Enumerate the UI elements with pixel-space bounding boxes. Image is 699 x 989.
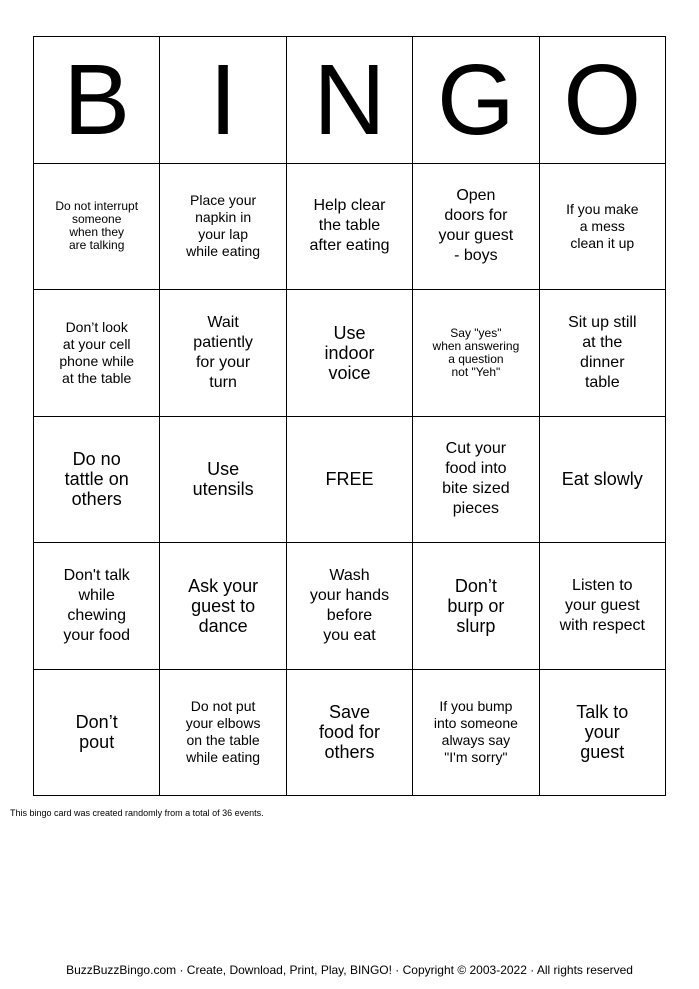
header-letter-i: I xyxy=(160,37,286,164)
bingo-cell: Cut your food into bite sized pieces xyxy=(413,417,539,544)
bingo-cell: Say "yes" when answering a question not "Yeh" xyxy=(413,290,539,417)
bingo-cell: Wash your hands before you eat xyxy=(287,543,413,670)
bingo-cell: Do no tattle on others xyxy=(34,417,160,544)
bingo-cell: Use indoor voice xyxy=(287,290,413,417)
bingo-cell: Use utensils xyxy=(160,417,286,544)
header-letter-b: B xyxy=(34,37,160,164)
bingo-cell: Save food for others xyxy=(287,670,413,797)
bingo-cell: Do not put your elbows on the table while eating xyxy=(160,670,286,797)
bingo-cell: If you bump into someone always say "I'm sorry" xyxy=(413,670,539,797)
header-letter-n: N xyxy=(287,37,413,164)
card-note: This bingo card was created randomly from a total of 36 events. xyxy=(10,808,264,818)
bingo-cell: If you make a mess clean it up xyxy=(540,164,666,291)
bingo-cell: Ask your guest to dance xyxy=(160,543,286,670)
bingo-cell: Do not interrupt someone when they are talking xyxy=(34,164,160,291)
bingo-cell: Don’t burp or slurp xyxy=(413,543,539,670)
free-space: FREE xyxy=(287,417,413,544)
bingo-cell: Don't talk while chewing your food xyxy=(34,543,160,670)
bingo-cell: Talk to your guest xyxy=(540,670,666,797)
header-letter-o: O xyxy=(540,37,666,164)
bingo-cell: Place your napkin in your lap while eating xyxy=(160,164,286,291)
bingo-cell: Open doors for your guest - boys xyxy=(413,164,539,291)
bingo-cell: Eat slowly xyxy=(540,417,666,544)
bingo-cell: Don’t look at your cell phone while at the table xyxy=(34,290,160,417)
header-letter-g: G xyxy=(413,37,539,164)
bingo-cell: Help clear the table after eating xyxy=(287,164,413,291)
bingo-cell: Sit up still at the dinner table xyxy=(540,290,666,417)
bingo-cell: Wait patiently for your turn xyxy=(160,290,286,417)
bingo-cell: Don’t pout xyxy=(34,670,160,797)
bingo-cell: Listen to your guest with respect xyxy=(540,543,666,670)
bingo-card xyxy=(33,36,666,796)
footer-copyright: BuzzBuzzBingo.com · Create, Download, Print, Play, BINGO! · Copyright © 2003-2022 · All rights reserved xyxy=(66,963,633,977)
